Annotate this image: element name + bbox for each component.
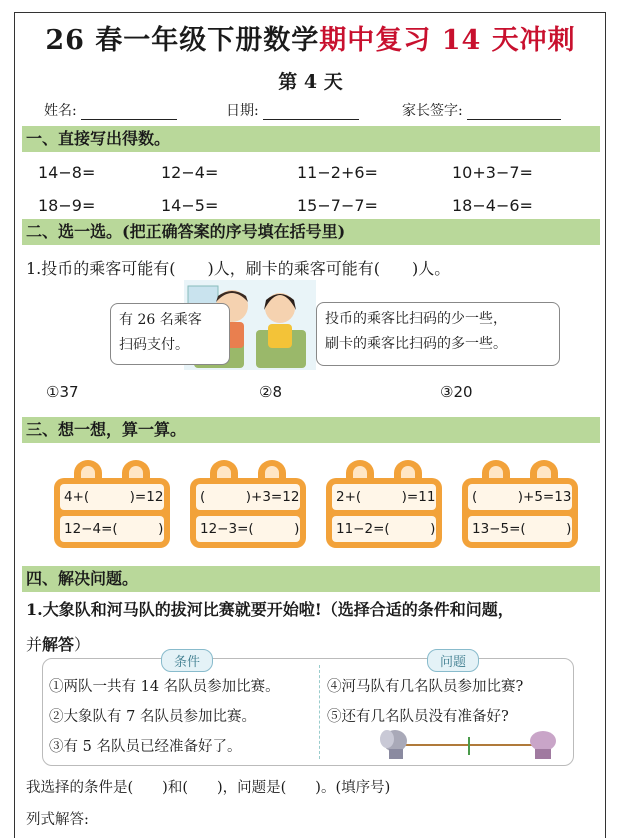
option-2: ②8	[259, 383, 282, 401]
question-item: ④河马队有几名队员参加比赛?	[327, 679, 524, 695]
condition-item: ①两队一共有 14 名队员参加比赛。	[49, 679, 280, 695]
card-equation-top[interactable]: 2+( )=11	[332, 484, 436, 510]
equation: 12−4=	[161, 163, 219, 182]
fox-card	[326, 458, 442, 548]
question-text-cont: 并解答）	[26, 635, 91, 654]
section4-title: 四、解决问题。	[22, 566, 600, 592]
conditions-box	[42, 655, 574, 766]
day-label: 第 4 天	[278, 71, 343, 93]
conditions-tag: 条件	[161, 649, 213, 672]
section1-title: 一、直接写出得数。	[22, 126, 600, 152]
card-equation-bottom[interactable]: 13−5=( )	[468, 516, 572, 542]
fox-card	[54, 458, 170, 548]
section2-title: 二、选一选。(把正确答案的序号填在括号里)	[22, 219, 600, 245]
fox-card	[190, 458, 306, 548]
equation: 14−5=	[161, 196, 219, 215]
card-equation-top[interactable]: 4+( )=12	[60, 484, 164, 510]
solve-label: 列式解答:	[26, 812, 89, 828]
tug-of-war-illustration	[379, 725, 559, 761]
speech-bubble-right: 投币的乘客比扫码的少一些， 刷卡的乘客比扫码的多一些。	[316, 302, 560, 366]
card-equation-bottom[interactable]: 12−4=( )	[60, 516, 164, 542]
equation: 10+3−7=	[452, 163, 533, 182]
equation: 14−8=	[38, 163, 96, 182]
equation: 11−2+6=	[297, 163, 378, 182]
name-field[interactable]: 姓名:	[44, 100, 177, 120]
title-highlight: 期中复习 14 天冲刺	[319, 25, 576, 56]
card-equation-bottom[interactable]: 12−3=( )	[196, 516, 300, 542]
option-1: ①37	[46, 383, 79, 401]
fox-card	[462, 458, 578, 548]
equation: 18−4−6=	[452, 196, 533, 215]
condition-item: ②大象队有 7 名队员参加比赛。	[49, 709, 256, 725]
card-equation-bottom[interactable]: 11−2=( )	[332, 516, 436, 542]
questions-tag: 问题	[427, 649, 479, 672]
question-text: 1.投币的乘客可能有( )人，刷卡的乘客可能有( )人。	[26, 259, 451, 278]
option-3: ③20	[440, 383, 473, 401]
equation: 18−9=	[38, 196, 96, 215]
question-item: ⑤还有几名队员没有准备好?	[327, 709, 509, 725]
card-equation-top[interactable]: ( )+3=12	[196, 484, 300, 510]
question-text: 1.大象队和河马队的拔河比赛就要开始啦!（选择合适的条件和问题，	[26, 600, 514, 619]
choice-line: 我选择的条件是( )和( )，问题是( )。(填序号)	[26, 780, 391, 796]
condition-item: ③有 5 名队员已经准备好了。	[49, 739, 242, 755]
speech-bubble-left: 有 26 名乘客 扫码支付。	[110, 303, 230, 365]
page-title: 26 春一年级下册数学期中复习 14 天冲刺	[45, 25, 576, 56]
section3-title: 三、想一想，算一算。	[22, 417, 600, 443]
equation: 15−7−7=	[297, 196, 378, 215]
date-field[interactable]: 日期:	[226, 100, 359, 120]
parent-sign-field[interactable]: 家长签字:	[402, 100, 561, 120]
card-equation-top[interactable]: ( )+5=13	[468, 484, 572, 510]
